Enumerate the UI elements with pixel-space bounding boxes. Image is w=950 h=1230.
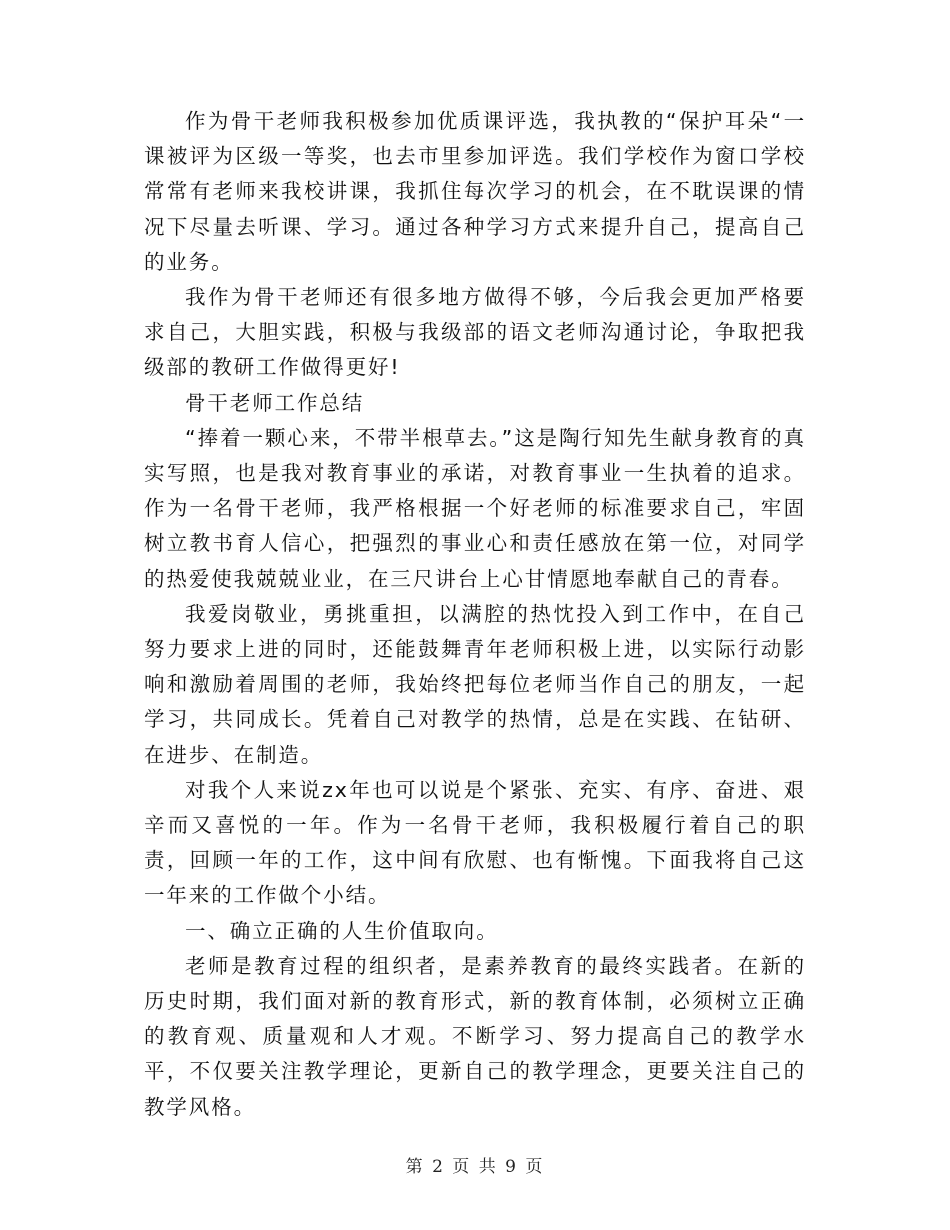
paragraph-quote: “捧着一颗心来，不带半根草去。”这是陶行知先生献身教育的真实写照，也是我对教育事业的承诺，对教育事业一生执着的追求。作为一名骨干老师，我严格根据一个好老师的标准要求自己，牢固树立教书育人信心，把强烈的事业心和责任感放在第一位，对同学的热爱使我兢兢业业，在三尺讲台上心甘情愿地奉献自己的青春。 bbox=[144, 425, 806, 591]
subsection-title: 一、确立正确的人生价值取向。 bbox=[185, 918, 499, 943]
document-body bbox=[144, 104, 806, 1125]
paragraph-teacher-role: 老师是教育过程的组织者，是素养教育的最终实践者。在新的历史时期，我们面对新的教育形式，新的教育体制，必须树立正确的教育观、质量观和人才观。不断学习、努力提高自己的教学水平，不仅要关注教学理论，更新自己的教学理念，更要关注自己的教学风格。 bbox=[144, 953, 806, 1119]
page-number-footer: 第 2 页 共 9 页 bbox=[405, 1157, 545, 1177]
paragraph-dedication: 我爱岗敬业，勇挑重担，以满腔的热忱投入到工作中，在自己努力要求上进的同时，还能鼓舞青年老师积极上进，以实际行动影响和激励着周围的老师，我始终把每位老师当作自己的朋友，一起学习，共同成长。凭着自己对教学的热情，总是在实践、在钻研、在进步、在制造。 bbox=[144, 601, 806, 767]
paragraph-competition: 作为骨干老师我积极参加优质课评选，我执教的“保护耳朵“一课被评为区级一等奖，也去市里参加评选。我们学校作为窗口学校常常有老师来我校讲课，我抓住每次学习的机会，在不耽误课的情况下尽量去听课、学习。通过各种学习方式来提升自己，提高自己的业务。 bbox=[144, 109, 806, 274]
section-title: 骨干老师工作总结 bbox=[185, 390, 365, 415]
paragraph-year-summary: 对我个人来说zx年也可以说是个紧张、充实、有序、奋进、艰辛而又喜悦的一年。作为一名骨干老师，我积极履行着自己的职责，回顾一年的工作，这中间有欣慰、也有惭愧。下面我将自己这一年来的工作做个小结。 bbox=[144, 777, 806, 908]
paragraph-improvement: 我作为骨干老师还有很多地方做得不够，今后我会更加严格要求自己，大胆实践，积极与我级部的语文老师沟通讨论，争取把我级部的教研工作做得更好! bbox=[144, 285, 806, 380]
